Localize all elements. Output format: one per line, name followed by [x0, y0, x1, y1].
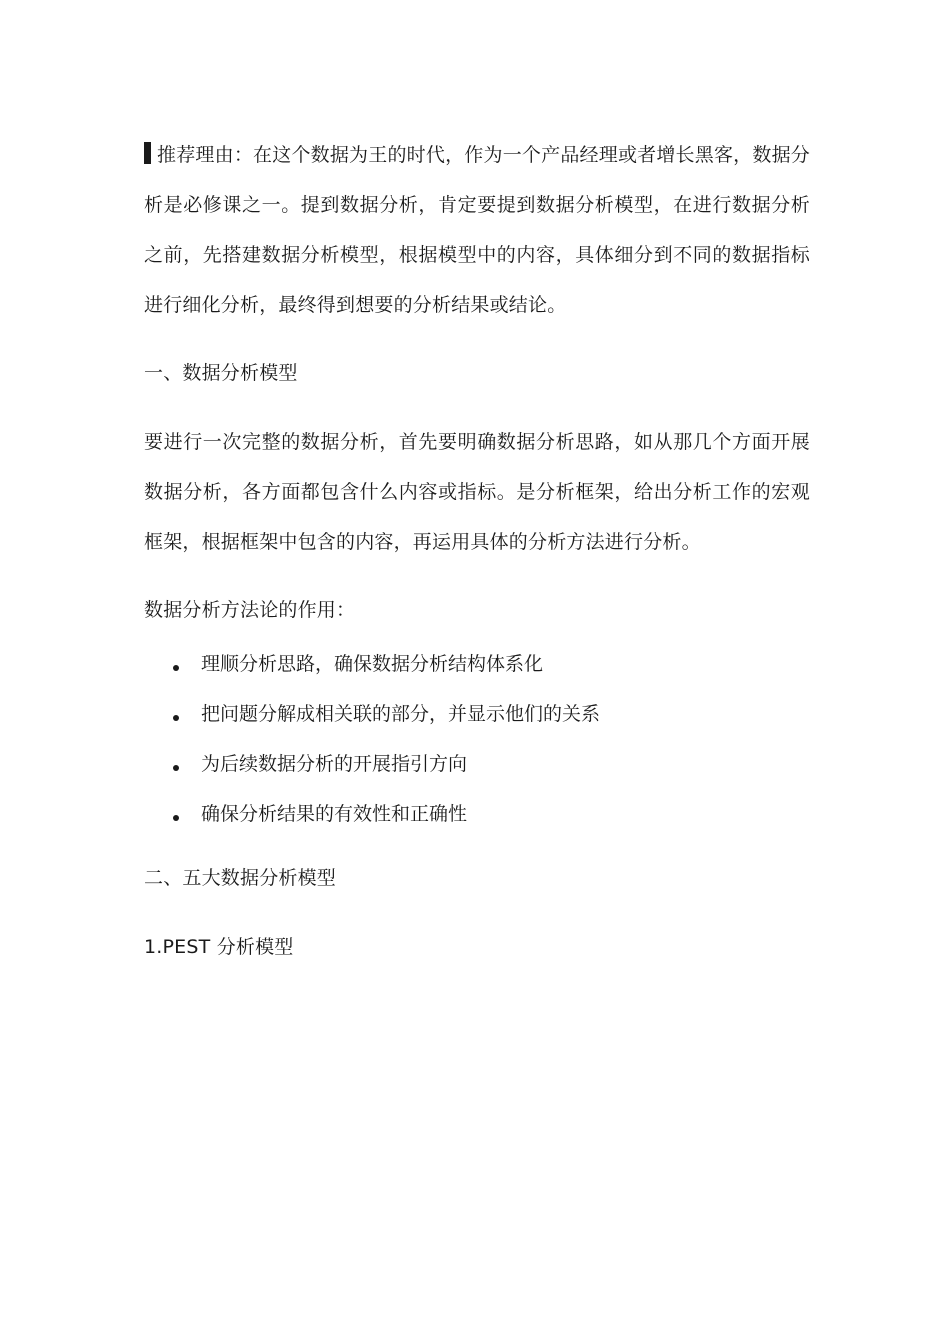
section1-paragraph: 要进行一次完整的数据分析，首先要明确数据分析思路，如从那几个方面开展数据分析，各方面都包含什么内容或指标。是分析框架，给出分析工作的宏观框架，根据框架中包含的内容，再运用具体的分析方法进行分析。: [144, 431, 810, 553]
list-item-text: 确保分析结果的有效性和正确性: [201, 803, 468, 825]
list-item: [144, 739, 810, 789]
section1-title: 一、数据分析模型: [144, 362, 298, 384]
list-item: [144, 689, 810, 739]
bullet-icon: [173, 665, 179, 671]
subsection-heading-block: [144, 922, 810, 972]
list-item: [144, 789, 810, 839]
list-item-text: 把问题分解成相关联的部分，并显示他们的关系: [201, 703, 601, 725]
section1-paragraph-block: [144, 417, 810, 567]
section1-heading-block: [144, 348, 810, 398]
list-title: 数据分析方法论的作用：: [144, 599, 356, 621]
bullet-icon: [173, 715, 179, 721]
bullet-icon: [173, 765, 179, 771]
role-list: [144, 639, 810, 839]
intro-paragraph: [144, 130, 810, 330]
list-item-text: 理顺分析思路，确保数据分析结构体系化: [201, 653, 544, 675]
subsection-title: 1.PEST 分析模型: [144, 936, 294, 958]
section2-title: 二、五大数据分析模型: [144, 867, 337, 889]
intro-text: 推荐理由：在这个数据为王的时代，作为一个产品经理或者增长黑客，数据分析是必修课之一。提到数据分析，肯定要提到数据分析模型，在进行数据分析之前，先搭建数据分析模型，根据模型中的内容，具体细分到不同的数据指标进行细化分析，最终得到想要的分析结果或结论。: [144, 144, 810, 316]
list-item-text: 为后续数据分析的开展指引方向: [201, 753, 468, 775]
section2-heading-block: [144, 853, 810, 903]
list-item: [144, 639, 810, 689]
list-title-block: [144, 585, 810, 635]
bullet-icon: [173, 815, 179, 821]
intro-block: [144, 130, 810, 330]
intro-marker-bar: [144, 142, 151, 164]
